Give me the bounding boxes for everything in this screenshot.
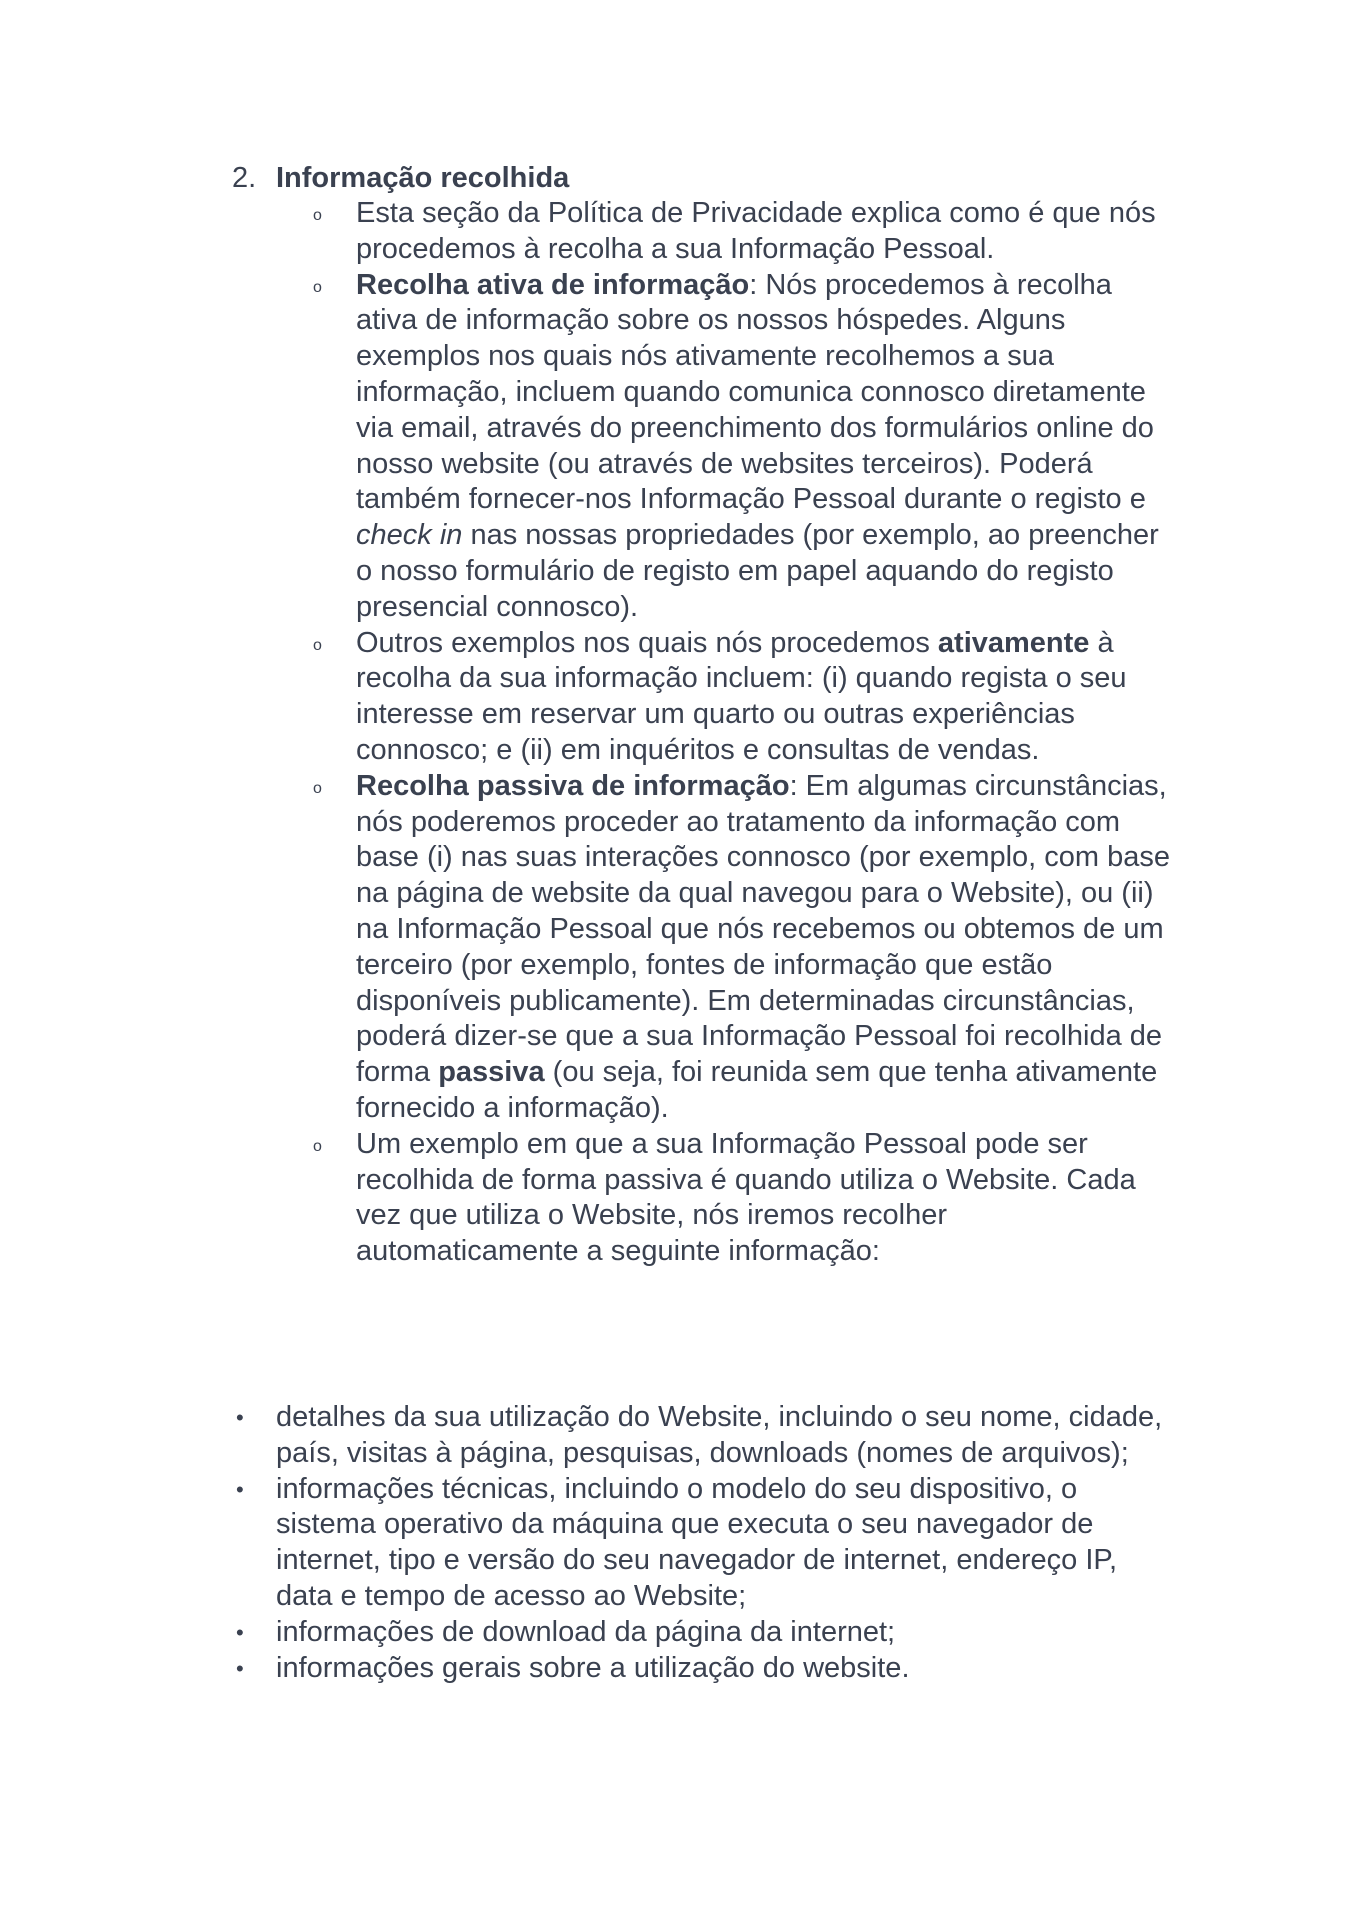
bullet-icon: • [236,1619,244,1645]
sub-item-text-cont: nas nossas propriedades (por exemplo, ao preencher o nosso formulário de registo em papel aquando do registo presencial connosco). [356,519,1159,623]
circle-bullet-icon: o [313,1137,322,1155]
sub-item-text-cont: à recolha da sua informação incluem: (i) quando regista o seu interesse em reservar um quarto ou outras experiências connosco; e (ii) em inquéritos e consultas de vendas. [356,626,1127,766]
sub-item-passive-collection [313,769,1176,1127]
circle-bullet-icon: o [313,636,322,654]
list-item-text: informações técnicas, incluindo o modelo do seu dispositivo, o sistema operativo da máquina que executa o seu navegador de internet, tipo e versão do seu navegador de internet, endereço IP, data e tempo de acesso ao Website; [276,1472,1118,1612]
sub-item-bold: passiva [438,1056,545,1089]
sub-item-passive-example [313,1127,1176,1270]
sub-item-other-examples [313,626,1176,769]
section-information-collected [232,160,1192,1270]
sub-item-italic: check in [356,519,463,552]
list-item [236,1651,1176,1687]
list-item-text: detalhes da sua utilização do Website, incluindo o seu nome, cidade, país, visitas à página, pesquisas, downloads (nomes de arquivos); [276,1401,1163,1469]
bullet-icon: • [236,1405,244,1430]
sub-item-active-collection [313,268,1176,626]
sub-item-text-cont: (ou seja, foi reunida sem que tenha ativamente fornecido a informação). [356,1056,1158,1124]
sub-item-text: : Nós procedemos à recolha ativa de informação sobre os nossos hóspedes. Alguns exemplos nos quais nós ativamente recolhemos a sua informação, incluem quando comunica connosco diretamente via email, através do preenchimento dos formulários online do nosso website (ou através de websites terceiros). Poderá também fornecer-nos Informação Pessoal durante o registo e [356,268,1154,516]
circle-bullet-icon: o [313,207,322,224]
circle-bullet-icon: o [313,779,322,797]
sub-item-text: Esta seção da Política de Privacidade explica como é que nós procedemos à recolha a sua Informação Pessoal. [356,197,1156,265]
list-item [236,1472,1176,1615]
section-heading [232,160,1192,196]
collected-info-list [236,1400,1176,1686]
list-item [236,1615,1176,1651]
circle-bullet-icon: o [313,278,322,296]
list-item [236,1400,1176,1472]
sub-item-intro [313,196,1176,268]
sub-item-text: : Em algumas circunstâncias, nós poderemos proceder ao tratamento da informação com base (i) nas suas interações connosco (por exemplo, com base na página de website da qual navegou para o Website), ou (ii) na Informação Pessoal que nós recebemos ou obtemos de um terceiro (por exemplo, fontes de informação que estão disponíveis publicamente). Em determinadas circunstâncias, poderá dizer-se que a sua Informação Pessoal foi recolhida de forma [356,769,1171,1089]
sub-item-text: Um exemplo em que a sua Informação Pessoal pode ser recolhida de forma passiva é quando utiliza o Website. Cada vez que utiliza o Website, nós iremos recolher automaticamente a seguinte informação: [356,1127,1136,1268]
sub-item-text: Outros exemplos nos quais nós procedemos [356,626,938,659]
section-title: Informação recolhida [276,162,570,194]
bullet-icon: • [236,1655,244,1681]
sub-list [313,196,1176,1270]
list-item-text: informações gerais sobre a utilização do website. [276,1651,910,1684]
sub-item-bold: ativamente [937,626,1090,659]
section-number: 2. [232,162,257,194]
sub-item-bold-lead: Recolha passiva de informação [356,769,790,802]
bullet-icon: • [236,1476,244,1502]
sub-item-bold-lead: Recolha ativa de informação [356,268,750,301]
list-item-text: informações de download da página da internet; [276,1615,896,1648]
